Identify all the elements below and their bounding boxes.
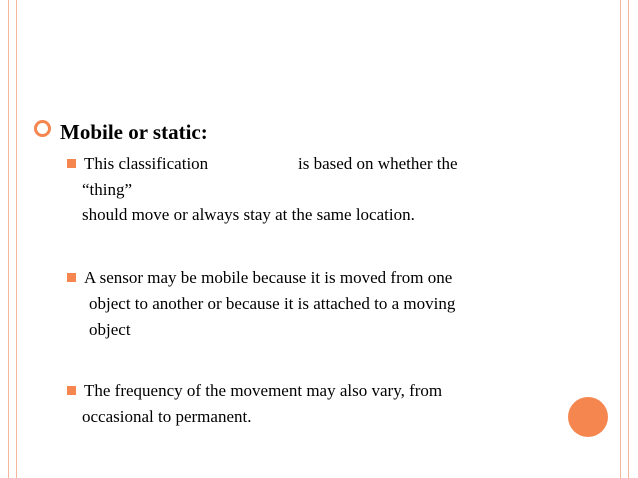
bullet3-line1: The frequency of the movement may also vary, from [84, 381, 443, 400]
square-bullet-icon [67, 159, 76, 168]
bullet1-line3: should move or always stay at the same location. [82, 205, 415, 224]
square-bullet-icon [67, 273, 76, 282]
section-heading [34, 119, 208, 145]
square-bullet-icon [67, 386, 76, 395]
bullet1-line1b: is based on whether the [298, 154, 458, 173]
bullet2-line3: object [89, 320, 131, 339]
ring-bullet-icon [34, 120, 51, 137]
heading-text: Mobile or static: [60, 120, 208, 144]
bullet1-line1a: This classification [84, 154, 209, 173]
bullet1-line2: “thing” [82, 180, 133, 199]
bullet2-line1: A sensor may be mobile because it is moved from one [84, 268, 453, 287]
bullet2-line2: object to another or because it is attached to a moving [89, 294, 456, 313]
bullet3-line2: occasional to permanent. [82, 407, 252, 426]
decorative-orange-circle [568, 397, 608, 437]
